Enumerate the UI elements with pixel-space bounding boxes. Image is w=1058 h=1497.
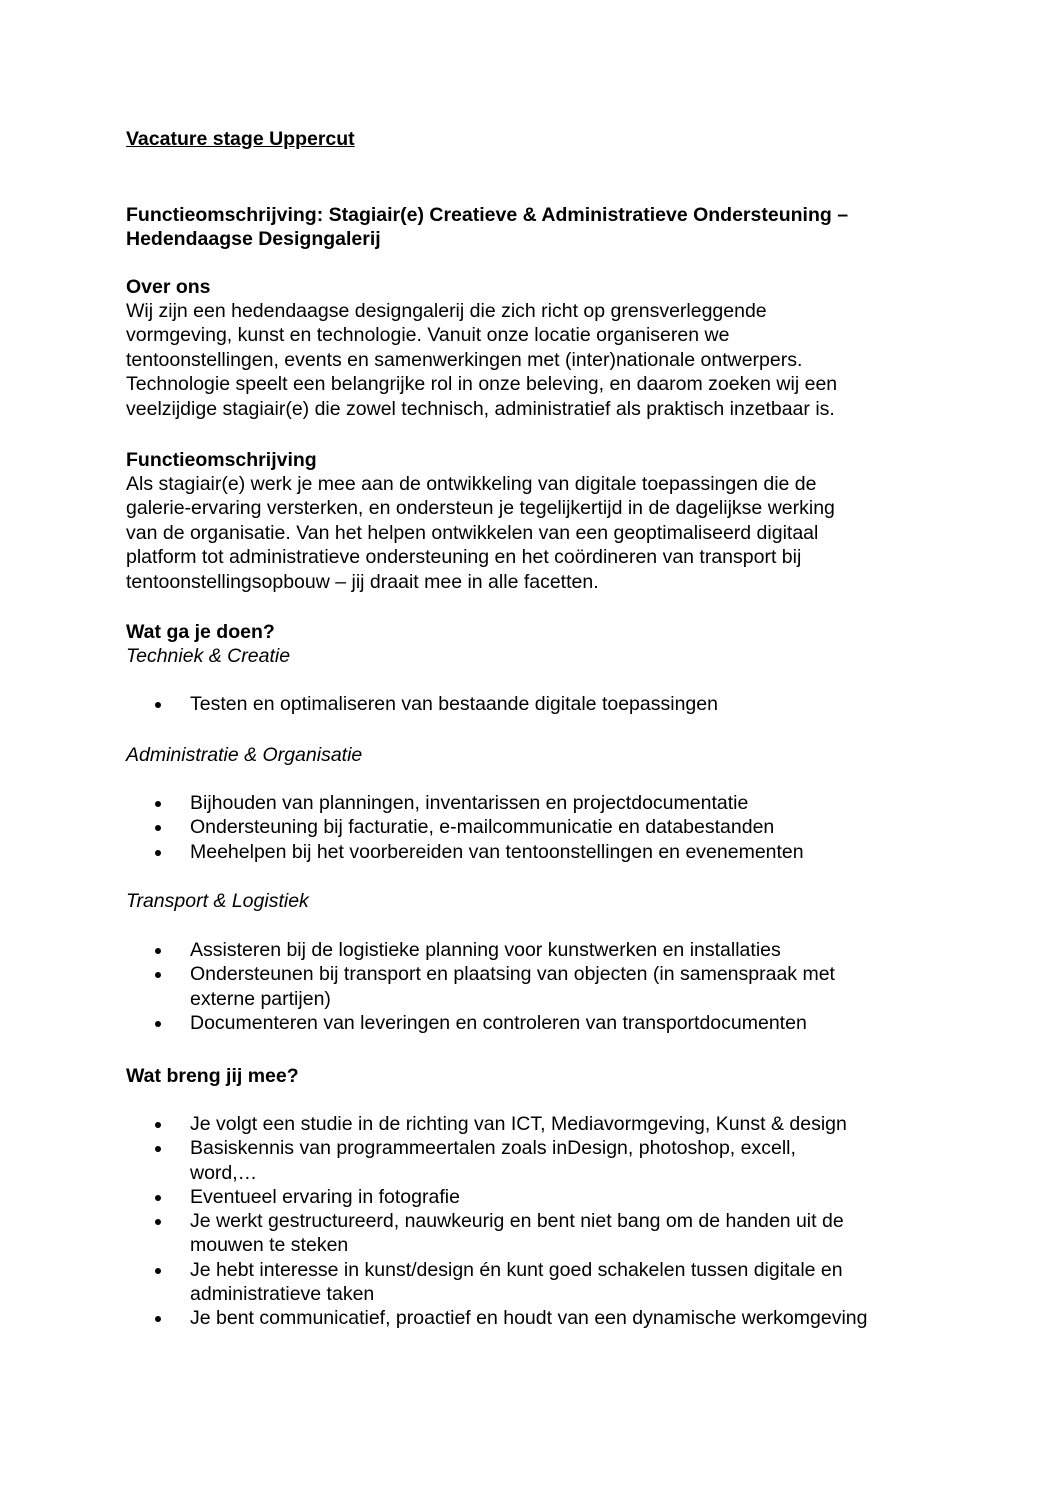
description-text-line: Als stagiair(e) werk je mee aan de ontwikkeling van digitale toepassingen die de bbox=[126, 473, 817, 495]
bullet-icon bbox=[155, 1268, 161, 1274]
list-item bbox=[126, 1185, 946, 1209]
list-item-text: Je volgt een studie in de richting van ICT, Mediavormgeving, Kunst & design bbox=[190, 1113, 847, 1135]
list-item-text: Eventueel ervaring in fotografie bbox=[190, 1185, 460, 1208]
description-heading: Functieomschrijving bbox=[126, 449, 317, 471]
list-item-text: Je bent communicatief, proactief en houdt van een dynamische werkomgeving bbox=[190, 1307, 868, 1330]
bullet-icon bbox=[155, 972, 161, 978]
list-item-text: administratieve taken bbox=[190, 1283, 375, 1306]
about-section bbox=[126, 275, 946, 421]
about-text-line: vormgeving, kunst en technologie. Vanuit onze locatie organiseren we bbox=[126, 324, 730, 347]
list-item-text: Ondersteunen bij transport en plaatsing van objecten (in samenspraak met bbox=[190, 963, 835, 986]
list-item-text: Basiskennis van programmeertalen zoals inDesign, photoshop, excell, bbox=[190, 1137, 796, 1160]
list-item-text: Assisteren bij de logistieke planning voor kunstwerken en installaties bbox=[190, 939, 781, 961]
document-title: Vacature stage Uppercut bbox=[126, 128, 355, 150]
tasks-subheading-techniek: Techniek & Creatie bbox=[126, 645, 291, 667]
list-item bbox=[126, 815, 946, 839]
description-text-line: platform tot administratieve ondersteuning en het coördineren van transport bij bbox=[126, 546, 802, 569]
list-item bbox=[126, 840, 946, 864]
list-item bbox=[126, 1011, 946, 1035]
bullet-icon bbox=[155, 825, 161, 831]
bullet-icon bbox=[155, 850, 161, 856]
list-item-text: externe partijen) bbox=[190, 987, 331, 1010]
about-heading: Over ons bbox=[126, 276, 211, 298]
description-section bbox=[126, 448, 946, 594]
about-text-line: Technologie speelt een belangrijke rol in onze beleving, en daarom zoeken wij een bbox=[126, 373, 838, 396]
list-item-text: Testen en optimaliseren van bestaande digitale toepassingen bbox=[190, 693, 718, 715]
bullet-icon bbox=[155, 1219, 161, 1225]
list-item-text: Bijhouden van planningen, inventarissen en projectdocumentatie bbox=[190, 792, 749, 814]
bullet-icon bbox=[155, 1316, 161, 1322]
description-text-line: van de organisatie. Van het helpen ontwikkelen van een geoptimaliseerd digitaal bbox=[126, 521, 819, 544]
transport-list bbox=[126, 938, 946, 1035]
description-text-line: tentoonstellingsopbouw – jij draait mee in alle facetten. bbox=[126, 570, 599, 593]
bullet-icon bbox=[155, 702, 161, 708]
bullet-icon bbox=[155, 801, 161, 807]
tasks-subheading-administratie: Administratie & Organisatie bbox=[126, 744, 363, 766]
administratie-list bbox=[126, 791, 946, 864]
description-text-line: galerie-ervaring versterken, en ondersteun je tegelijkertijd in de dagelijkse werking bbox=[126, 497, 835, 520]
list-item bbox=[126, 692, 946, 716]
about-text-line: tentoonstellingen, events en samenwerkingen met (inter)nationale ontwerpers. bbox=[126, 348, 803, 371]
function-title-line: Hedendaagse Designgalerij bbox=[126, 228, 381, 250]
requirements-list bbox=[126, 1112, 946, 1331]
list-item-text: Je hebt interesse in kunst/design én kunt goed schakelen tussen digitale en bbox=[190, 1258, 843, 1281]
function-title bbox=[126, 203, 936, 251]
tasks-heading: Wat ga je doen? bbox=[126, 621, 275, 643]
list-item-text: word,… bbox=[190, 1161, 258, 1184]
bullet-icon bbox=[155, 1122, 161, 1128]
list-item-text: Je werkt gestructureerd, nauwkeurig en bent niet bang om de handen uit de bbox=[190, 1210, 844, 1233]
list-item-text: Meehelpen bij het voorbereiden van tentoonstellingen en evenementen bbox=[190, 840, 804, 863]
techniek-list bbox=[126, 692, 946, 716]
tasks-subheading-transport: Transport & Logistiek bbox=[126, 890, 309, 912]
list-item bbox=[126, 962, 946, 1011]
requirements-heading: Wat breng jij mee? bbox=[126, 1065, 299, 1087]
about-text-line: veelzijdige stagiair(e) die zowel technisch, administratief als praktisch inzetbaar is. bbox=[126, 397, 835, 420]
bullet-icon bbox=[155, 1021, 161, 1027]
list-item bbox=[126, 1209, 946, 1258]
list-item-text: Ondersteuning bij facturatie, e-mailcommunicatie en databestanden bbox=[190, 816, 775, 839]
list-item bbox=[126, 1258, 946, 1307]
bullet-icon bbox=[155, 1146, 161, 1152]
list-item bbox=[126, 1306, 946, 1330]
function-title-line: Functieomschrijving: Stagiair(e) Creatieve & Administratieve Ondersteuning – bbox=[126, 204, 849, 226]
list-item bbox=[126, 791, 946, 815]
list-item-text: mouwen te steken bbox=[190, 1234, 349, 1257]
about-text-line: Wij zijn een hedendaagse designgalerij die zich richt op grensverleggende bbox=[126, 300, 767, 322]
list-item bbox=[126, 938, 946, 962]
list-item bbox=[126, 1112, 946, 1136]
list-item-text: Documenteren van leveringen en controleren van transportdocumenten bbox=[190, 1011, 807, 1034]
list-item bbox=[126, 1136, 946, 1185]
tasks-section bbox=[126, 620, 946, 668]
bullet-icon bbox=[155, 1195, 161, 1201]
bullet-icon bbox=[155, 948, 161, 954]
